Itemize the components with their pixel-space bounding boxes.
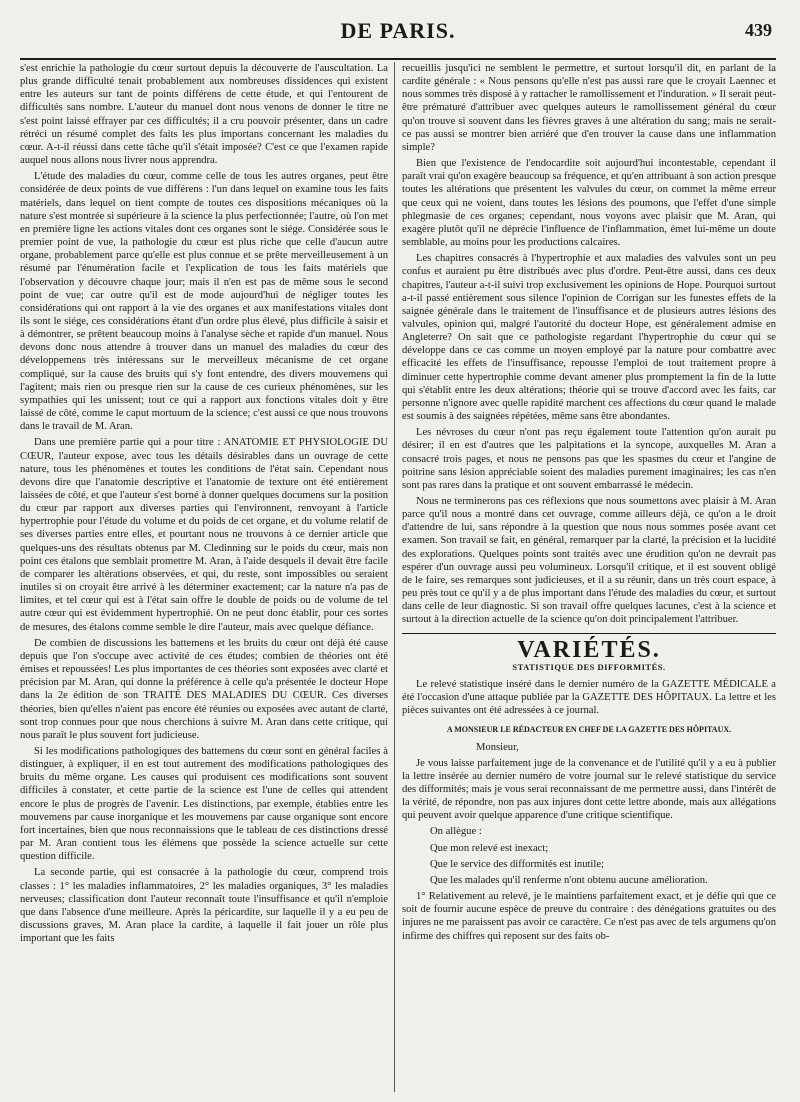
paragraph: Bien que l'existence de l'endocardite soit aujourd'hui incontestable, cependant il paraît vrai qu'on exagère beaucoup sa fréquence, et qu'en attribuant à son action presque toutes les altérations que présentent les valvules du cœur, on commet la même erreur que ceux qui ne voient, dans toutes les lésions des poumons, que l'effet d'une simple phlegmasie de ces organes; cependant, nous voyons avec plaisir que M. Aran, qui exagère plutôt qu'il ne déprécie l'influence de l'inflammation, émet lui-même un doute semblable, au moins pour les productions calcaires. <box>402 158 776 249</box>
allegation-item: Que mon relevé est inexact; <box>430 842 549 854</box>
letter-paragraph: 1° Relativement au relevé, je le maintiens parfaitement exact, et je défie qui que ce soit de fournir aucune espèce de preuve du contraire : des dénégations gratuites ou des injures ne me paraissent pas avoir ce caractère. Ce n'est pas avec de tels argumens qu'on infirme des chiffres qui reposent sur des faits ob- <box>402 891 776 942</box>
page-header <box>20 14 776 60</box>
running-title: DE PARIS. <box>340 18 456 43</box>
letter-heading: A MONSIEUR LE RÉDACTEUR EN CHEF DE LA GAZETTE DES HÔPITAUX. <box>446 725 732 735</box>
paragraph: La seconde partie, qui est consacrée à la pathologie du cœur, comprend trois classes : 1° les maladies inflammatoires, 2° les maladies organiques, 3° les maladies nerveuses; classification dont l'auteur reconnaît toute l'insuffisance et qu'il n'emploie que dans l'absence d'une meilleure. Après la péricardite, sur laquelle il y a eu peu de discussions graves, M. Aran place la cardite, à laquelle il fait jouer un rôle plus important que les faits <box>20 867 388 945</box>
paragraph: L'étude des maladies du cœur, comme celle de tous les autres organes, peut être considérée de deux points de vue différens : l'un dans lequel on examine tous les faits matériels, dans lequel on tient compte de toutes ces dispositions mécaniques où la nature s'est montrée si supérieure à la science la plus perfectionnée; l'autre, où l'on met en première ligne les actions vitales dont ces organes sont le siége. Considérée sous le premier point de vue, la pathologie du cœur est plus riche que celle d'aucun autre organe, probablement parce qu'elle est plus connue et se prête merveilleusement à un résumé par l'énumération facile et l'explication de tous les faits matériels que l'observation y découvre chaque jour; mais il n'en est pas de même sous le second point de vue; car outre qu'il est de mode aujourd'hui de négliger toutes les considérations qui ont rapport à la vie des organes et aux manifestations vitales dont ils sont le siége, ces considérations étant d'un ordre plus élevé, plus difficile à saisir et à démontrer, se prêtent beaucoup moins à l'analyse sèche et rapide d'un manuel. Nous devons donc nous attendre à trouver dans un manuel des maladies du cœur des développemens très intéressans sur le merveilleux mécanisme de cet organe compliqué, sur la cause des bruits qui s'y font entendre, des divers mouvemens qui l'agitent; mais rien ou presque rien sur la cause de ces curieux phénomènes, sur les sympathies qui les unissent; tout ce qui a rapport aux fonctions vitales doit y être laissé de côté, comme le caput mortuum de la science; c'est aussi ce que nous trouvons dans le travail de M. Aran. <box>20 171 388 433</box>
right-column <box>402 62 776 946</box>
paragraph: Dans une première partie qui a pour titre : ANATOMIE ET PHYSIOLOGIE DU CŒUR, l'auteur expose, avec tous les détails désirables dans un ouvrage de cette nature, tous les phénomènes et toutes les conditions de l'état sain. Cependant nous devons dire que l'anatomie descriptive et l'anatomie de texture ont été entièrement laissées de côté, et que l'auteur s'est borné à donner quelques documens sur la position du cœur par rapport aux diverses parties qui l'environnent, renvoyant à l'article hypertrophie pour l'étude du volume et du poids de cet organe, et du volume relatif de ses diverses parties entre elles, et pourtant nous ne trouvons à ce dernier article que quelques-uns des résultats obtenus par M. Cledinning sur le poids du cœur, mais non point ces étalons que semblait promettre M. Aran, à l'aide desquels il devait être facile de comparer les altérations observées, et qui, du reste, sont impossibles ou seraient inutiles si on croyait être arrivé à les déterminer exactement; car la nature n'a pas de limites, et tel cœur qui est à l'état sain offre le double de poids ou de volume de tel autre cœur qui est évidemment hypertrophié. On ne peut donc établir, pour ces sortes de mesures, des étalons comme semble le dire l'auteur, mais avec quelque défiance. <box>20 437 388 633</box>
left-column <box>20 62 388 948</box>
paragraph: s'est enrichie la pathologie du cœur surtout depuis la découverte de l'auscultation. La plus grande difficulté tenait probablement aux nombreuses dissidences qui existent entre les auteurs sur tant de points différens de cette étude, et qui l'entourent de difficultés sans nombre. L'auteur du manuel dont nous venons de donner le titre ne s'est point laissé effrayer par ces difficultés; il a cru pouvoir présenter, dans un cadre rétréci un résumé complet des faits les plus importans concernant les maladies du cœur. A-t-il réussi dans cette tâche qu'il s'était imposée? C'est ce que l'examen rapide auquel nous allons nous livrer nous apprendra. <box>20 63 388 167</box>
paragraph: recueillis jusqu'ici ne semblent le permettre, et surtout lorsqu'il dit, en parlant de la cardite générale : « Nous pensons qu'elle n'est pas aussi rare que le croyait Laennec et nous sommes très disposé à y rattacher le ramollissement et l'induration. » Il serait peut-être prématuré d'attribuer avec quelques auteurs le ramollissement général du cœur qu'on trouve si souvent dans les fièvres graves à une altération du sang; mais ne serait-ce pas aussi se montrer bien arriéré que d'en trouver la cause dans une inflammation simple? <box>402 63 776 153</box>
letter-paragraph: Je vous laisse parfaitement juge de la convenance et de l'utilité qu'il y a eu à publier la lettre insérée au dernier numéro de votre journal sur le relevé statistique du service des difformités; mais je vous serai reconnaissant de me permettre aussi, dans l'intérêt de la vérité, de répondre, non pas aux injures dont cette lettre abonde, mais aux allégations qui peuvent avoir quelque apparence d'une critique scientifique. <box>402 757 776 822</box>
section-divider <box>402 633 776 634</box>
allegation-item: Que les malades qu'il renferme n'ont obtenu aucune amélioration. <box>430 874 708 886</box>
paragraph: Les chapitres consacrés à l'hypertrophie et aux maladies des valvules sont un peu confus et auraient pu être distribués avec plus d'ordre. Peut-être aussi, dans ces deux chapitres, l'auteur a-t-il suivi trop exclusivement les opinions de Hope. Pourquoi surtout a-t-il passé entièrement sous silence l'opinion de Corrigan sur les funestes effets de la saignée générale dans le traitement de l'insuffisance et de plusieurs autres lésions des valvules, opinion qui, malgré l'autorité du docteur Hope, est généralement admise en Angleterre? On sait que ce pathologiste regardant l'hypertrophie du cœur qui se développe dans ce cas comme un moyen employé par la nature pour combattre avec efficacité les effets de l'insuffisance, repousse l'emploi de tout traitement propre à diminuer cette hypertrophie comme devant amener plus promptement la fin de la lutte qui s'établit entre les deux altérations; théorie qui se trouve d'accord avec les faits, car personne n'ignore avec quelle rapidité marchent ces affections du cœur quand le malade est soumis à des saignées répétées, même sans être abondantes. <box>402 253 776 423</box>
paragraph: De combien de discussions les battemens et les bruits du cœur ont déjà été cause depuis que l'on s'occupe avec activité de ces études; combien de théories ont été émises et repoussées! Les plus importantes de ces théories sont exposées avec clarté et précision par M. Aran, qui donne la préférence à celle qu'a présentée le docteur Hope dans la 2e édition de son TRAITÉ DES MALADIES DU CŒUR. Ces diverses théories, bien qu'elles n'aient pas encore été réunies ou exposées avec autant de clarté, sont trop connues pour que nous cherchions à suivre M. Aran dans cette critique, qui nous paraît le plus souvent fort judicieuse. <box>20 637 388 741</box>
allegation-item: Que le service des difformités est inutile; <box>430 858 604 870</box>
section-title: VARIÉTÉS. <box>517 636 661 663</box>
letter-salutation: Monsieur, <box>476 741 519 753</box>
letter-line: On allègue : <box>430 826 482 838</box>
paragraph: Si les modifications pathologiques des battemens du cœur sont en général faciles à distinguer, à expliquer, il en est tout autrement des modifications pathologiques des bruits du même organe. Les causes qui produisent ces modifications sont souvent difficiles à constater, et cette partie de la science est l'une de celles qui attendent encore le plus de progrès de l'avenir. Les distinctions, par exemple, établies entre les mouvemens par cause inorganique et les mouvemens par cause organique sont encore fort incertaines, bien que nous reconnaissions que le tableau de ces distinctions dressé par M. Aran contient tous les élémens que possède la science actuelle sur cette question difficile. <box>20 745 388 863</box>
column-divider <box>394 62 395 1092</box>
intro-paragraph: Le relevé statistique inséré dans le dernier numéro de la GAZETTE MÉDICALE a été l'occasion d'une attaque publiée par la GAZETTE DES HÔPITAUX. La lettre et les pièces suivantes ont été adressées à ce journal. <box>402 678 776 717</box>
paragraph: Les névroses du cœur n'ont pas reçu également toute l'attention qu'on aurait pu désirer; il en est d'autres que les palpitations et la syncope, auxquelles M. Aran a consacré trois pages, et nous ne pensons pas que les spasmes du cœur et l'angine de poitrine sans lésion appréciable soient des maladies purement imaginaires; les cas n'en sont pas rares dans la pratique et ont souvent embarrassé le médecin. <box>402 427 776 491</box>
section-subtitle: STATISTIQUE DES DIFFORMITÉS. <box>512 661 666 672</box>
paragraph: Nous ne terminerons pas ces réflexions que nous soumettons avec plaisir à M. Aran parce qu'il nous a montré dans cet ouvrage, comme ailleurs déjà, ce qu'on a le droit d'attendre de lui, sans répondre à la question que nous nous sommes posée avant cet examen. Son travail se fait, en général, remarquer par la clarté, la précision et la lucidité des explorations. Quelques points sont traités avec une érudition qu'on ne devrait pas espérer d'un ouvrage aussi peu volumineux. Lorsqu'il critique, et il est souvent obligé de le faire, ses remarques sont judicieuses, et il a su réunir, dans un très court espace, à peu près tout ce qu'il y a de plus important dans l'étude des maladies du cœur, et surtout dans celle de leur diagnostic. Si son travail offre quelques lacunes, c'est à la science et surtout à la direction actuelle de la science qu'on doit principalement l'attribuer. <box>402 496 776 626</box>
page-number: 439 <box>745 20 772 40</box>
